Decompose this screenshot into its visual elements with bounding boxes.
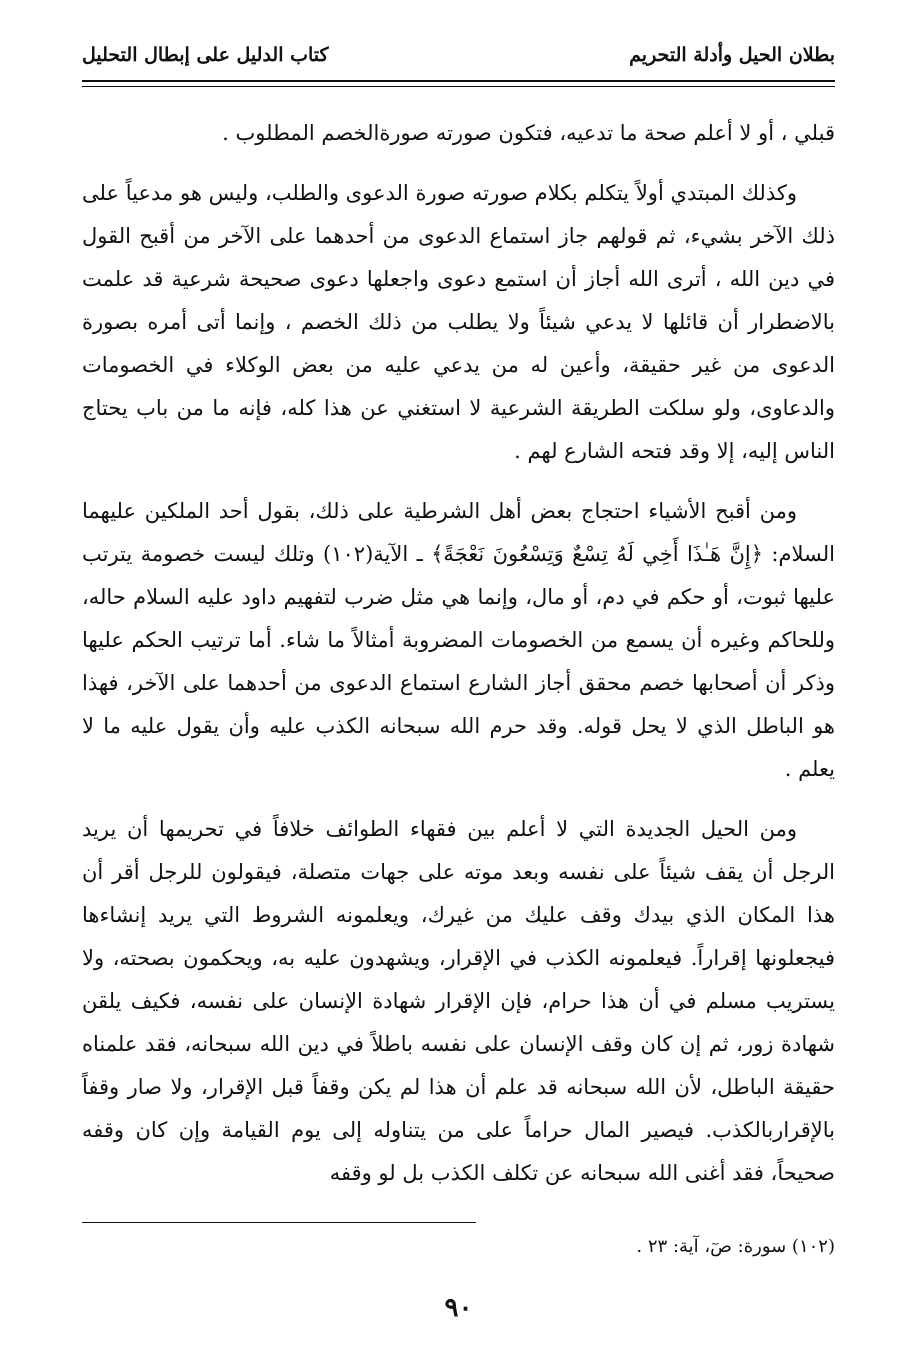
- paragraph-continuation: قبلي ، أو لا أعلم صحة ما تدعيه، فتكون صورته صورةالخصم المطلوب .: [222, 121, 835, 145]
- paragraph: وكذلك المبتدي أولاً يتكلم بكلام صورته صورة الدعوى والطلب، وليس هو مدعياً على ذلك الآخر بشيء، ثم قولهم جاز استماع الدعوى من أحدهما على الآخر من أقبح القول في دين الله ، أترى الله أجاز أن استمع دعوى واجعلها دعوى صحيحة شرعية قد علمت بالاضطرار أن قائلها لا يدعي شيئاً ولا يطلب من ذلك الخصم ، وإنما أتى أمره بصورة الدعوى من غير حقيقة، وأعين له من يدعي عليه من بعض الوكلاء في الخصومات والدعاوى، ولو سلكت الطريقة الشرعية لا استغني عن هذا كله، فإنه ما من باب يحتاج الناس إليه، إلا وقد فتحه الشارع لهم .: [82, 181, 835, 463]
- paragraph: ومن أقبح الأشياء احتجاج بعض أهل الشرطية على ذلك، بقول أحد الملكين عليهما السلام: ﴿إِنَّ هَـٰذَا أَخِي لَهُ تِسْعٌ وَتِسْعُونَ نَعْجَةً﴾ ـ الآية(١٠٢) وتلك ليست خصومة يترتب عليها ثبوت، أو حكم في دم، أو مال، وإنما هي مثل ضرب لتفهيم داود عليه السلام حاله، وللحاكم وغيره أن يسمع من الخصومات المضروبة أمثالاً ما شاء. أما ترتيب الحكم عليها وذكر أن أصحابها خصم محقق أجاز الشارع استماع الدعوى من أحدهما على الآخر، فهذا هو الباطل الذي لا يحل قوله. وقد حرم الله سبحانه الكذب عليه وأن يقول عليه ما لا يعلم .: [82, 499, 835, 781]
- header-rule-thick: [82, 80, 835, 82]
- paragraph: ومن الحيل الجديدة التي لا أعلم بين فقهاء الطوائف خلافاً في تحريمها أن يريد الرجل أن يقف شيئاً على نفسه وبعد موته على جهات متصلة، فيقولون للرجل أقر أن هذا المكان الذي بيدك وقف عليك من غيرك، ويعلمونه الشروط التي يريد إنشاءها فيجعلونها إقراراً. فيعلمونه الكذب في الإقرار، ويشهدون عليه به، ويحكمون بصحته، ولا يستريب مسلم في أن هذا حرام، فإن الإقرار شهادة الإنسان على نفسه، فكيف يلقن شهادة زور، ثم إن كان وقف الإنسان على نفسه باطلاً في دين الله سبحانه، فقد علمناه حقيقة الباطل، لأن الله سبحانه قد علم أن هذا لم يكن وقفاً قبل الإقرار، ولا صار وقفاً بالإقراربالكذب. فيصير المال حراماً على من يتناوله إلى يوم القيامة وإن كان وقفه صحيحاً، فقد أغنى الله سبحانه عن تكلف الكذب بل لو وقفه: [82, 817, 835, 1185]
- header-book-title: كتاب الدليل على إبطال التحليل: [82, 44, 329, 66]
- header-rule-thin: [82, 86, 835, 87]
- page-body: [82, 112, 835, 1195]
- footnote: (١٠٢) سورة: صٓ، آية: ٢٣ .: [636, 1236, 835, 1257]
- page-number: ٩٠: [444, 1293, 473, 1323]
- running-header: [82, 38, 835, 78]
- footnote-divider: [82, 1222, 476, 1223]
- header-chapter-title: بطلان الحيل وأدلة التحريم: [629, 44, 835, 66]
